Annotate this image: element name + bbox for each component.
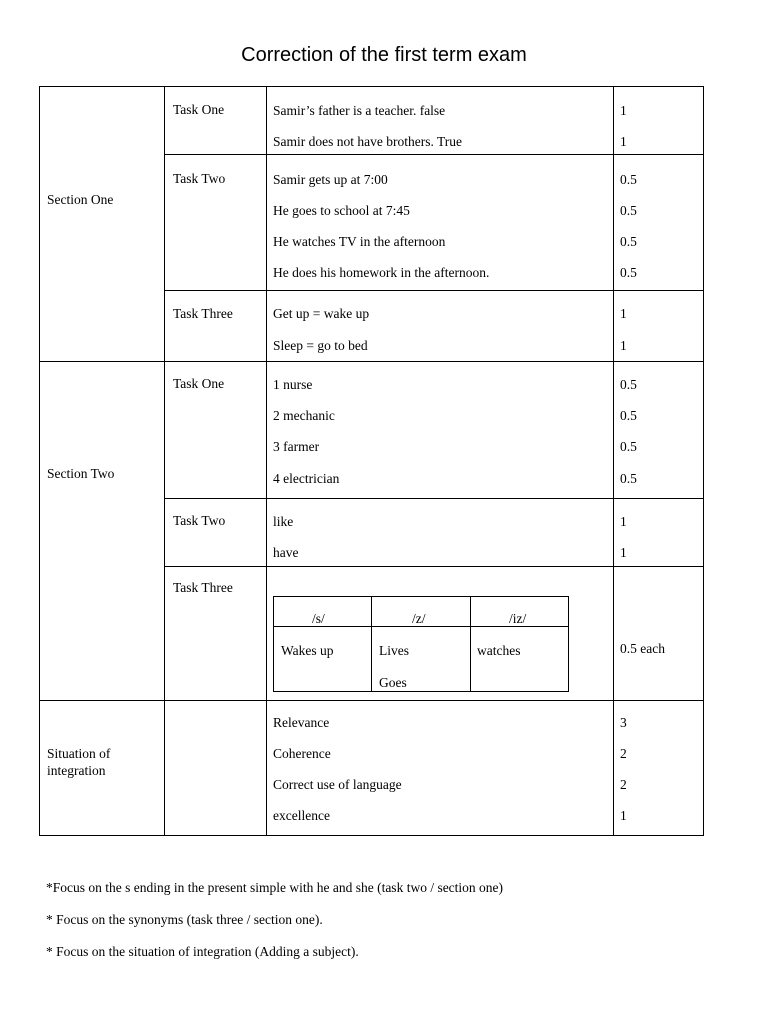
answer-text: Samir gets up at 7:00 — [273, 172, 388, 187]
table-border-bottom — [39, 835, 704, 836]
answer-text: Samir’s father is a teacher. false — [273, 103, 446, 118]
answer-text: 3 farmer — [273, 439, 320, 454]
answer-text: Relevance — [273, 715, 330, 730]
phonetics-cell: Wakes up — [281, 643, 334, 658]
answer-text: He goes to school at 7:45 — [273, 203, 410, 218]
row-divider — [39, 361, 704, 362]
phonetics-cell: watches — [477, 643, 521, 658]
mark-value: 0.5 — [620, 172, 637, 187]
row-divider — [39, 700, 704, 701]
phonetics-header-iz: /iz/ — [509, 611, 527, 626]
answer-text: Get up = wake up — [273, 306, 370, 321]
mark-value: 2 — [620, 746, 627, 761]
section-label-text: Situation of integration — [47, 746, 111, 778]
section-label: Section One — [47, 192, 114, 207]
mark-value: 0.5 — [620, 265, 637, 280]
phonetics-border — [568, 596, 569, 692]
table-divider-section — [164, 86, 165, 836]
note-item: * Focus on the situation of integration (Adding a subject). — [46, 944, 359, 959]
mark-value: 2 — [620, 777, 627, 792]
answer-text: He watches TV in the afternoon — [273, 234, 446, 249]
answer-text: He does his homework in the afternoon. — [273, 265, 490, 280]
task-label: Task Two — [173, 513, 226, 528]
answer-text: Samir does not have brothers. True — [273, 134, 462, 149]
phonetics-border — [273, 596, 569, 597]
section-label — [47, 745, 157, 779]
table-border-top — [39, 86, 704, 87]
row-divider — [164, 498, 704, 499]
phonetics-divider — [371, 596, 372, 692]
mark-value: 1 — [620, 514, 627, 529]
row-divider — [164, 566, 704, 567]
answer-text: excellence — [273, 808, 330, 823]
section-label: Section Two — [47, 466, 115, 481]
task-label: Task Two — [173, 171, 226, 186]
mark-value: 1 — [620, 134, 627, 149]
task-label: Task One — [173, 376, 225, 391]
mark-value: 0.5 — [620, 471, 637, 486]
phonetics-cell: Lives — [379, 643, 409, 658]
table-border-left — [39, 86, 40, 836]
note-item: *Focus on the s ending in the present simple with he and she (task two / section one) — [46, 880, 504, 895]
mark-value: 0.5 — [620, 234, 637, 249]
mark-value: 0.5 each — [620, 641, 665, 656]
phonetics-cell: Goes — [379, 675, 407, 690]
task-label: Task Three — [173, 580, 233, 595]
mark-value: 0.5 — [620, 203, 637, 218]
phonetics-border — [273, 596, 274, 692]
phonetics-header-z: /z/ — [412, 611, 426, 626]
mark-value: 1 — [620, 306, 627, 321]
note-item: * Focus on the synonyms (task three / section one). — [46, 912, 323, 927]
table-divider-task — [266, 86, 267, 836]
answer-text: 2 mechanic — [273, 408, 335, 423]
mark-value: 0.5 — [620, 439, 637, 454]
mark-value: 1 — [620, 338, 627, 353]
mark-value: 1 — [620, 545, 627, 560]
mark-value: 1 — [620, 103, 627, 118]
phonetics-divider — [470, 596, 471, 692]
phonetics-header-s: /s/ — [312, 611, 325, 626]
mark-value: 3 — [620, 715, 627, 730]
answer-text: Correct use of language — [273, 777, 402, 792]
mark-value: 0.5 — [620, 377, 637, 392]
mark-value: 0.5 — [620, 408, 637, 423]
task-label: Task Three — [173, 306, 233, 321]
answer-text: Coherence — [273, 746, 331, 761]
correction-table — [39, 86, 704, 836]
answer-text: Sleep = go to bed — [273, 338, 368, 353]
row-divider — [164, 154, 704, 155]
page-title: Correction of the first term exam — [241, 44, 527, 66]
mark-value: 1 — [620, 808, 627, 823]
answer-text: 4 electrician — [273, 471, 340, 486]
phonetics-border — [273, 691, 569, 692]
answer-text: 1 nurse — [273, 377, 313, 392]
task-label: Task One — [173, 102, 225, 117]
answer-text: have — [273, 545, 299, 560]
table-border-right — [703, 86, 704, 836]
table-divider-answer — [613, 86, 614, 836]
answer-text: like — [273, 514, 294, 529]
row-divider — [164, 290, 704, 291]
